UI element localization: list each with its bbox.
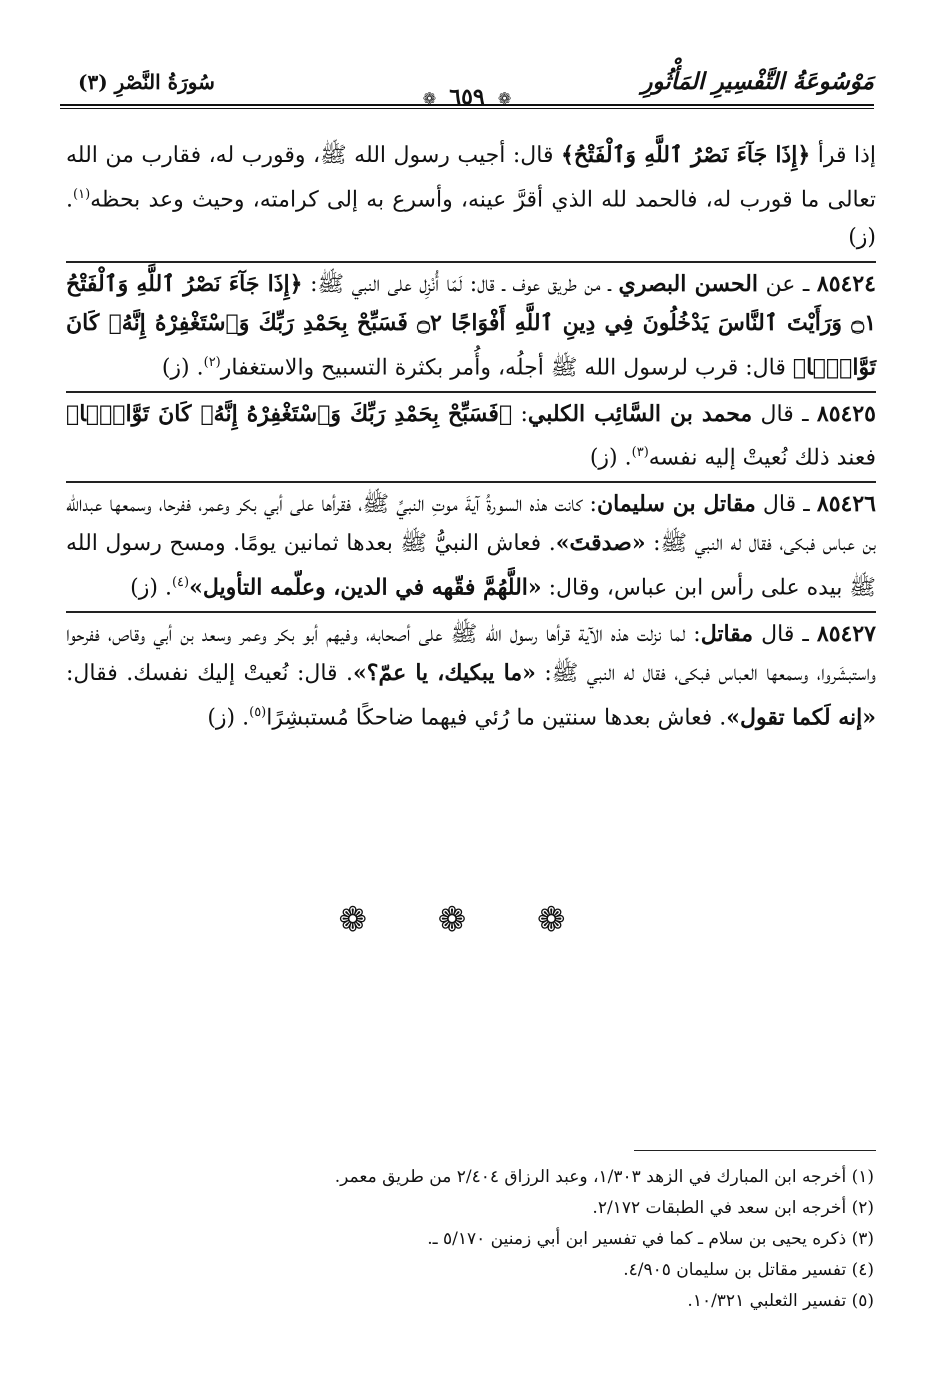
narrator-name: مقاتل: [700, 620, 754, 647]
footnote: (٥) تفسير الثعلبي ١٠/٣٢١.: [687, 1291, 874, 1311]
prophet-quote: «ما يبكيك، يا عمّ؟»: [353, 660, 536, 687]
entry-85427: ٨٥٤٢٧ ـ قال مقاتل: لما نزلت هذه الآية قرأها رسول الله ﷺ على أصحابه، وفيهم أبو بكر وعمر وسعد بن أبي وقاص، ففرحوا واستبشَروا، وسمعها العباس فبكى، فقال له النبي ﷺ: «ما يبكيك، يا عمّ؟». قال: نُعيتْ إليك نفسك. فقال: «إنه لَكما تقول». فعاش بعدها سنتين ما رُئي فيهما ضاحكًا مُستبشِرًا$^{(٥)}$. (ز): [66, 620, 876, 731]
entry-divider: [66, 261, 876, 263]
paragraph-continuation: إذا قرأ ﴿إِذَا جَآءَ نَصْرُ ٱللَّهِ وَٱلْفَتْحُ﴾ قال: أجيب رسول الله ﷺ، وقورب له، فقارب من الله تعالى ما قورب له، فالحمد لله الذي أقرَّ عينه، وأسرع به إلى كرامته، وحيث وعد بحظه$^{(١)}$. (ز): [66, 142, 876, 251]
header-rule: [60, 104, 874, 106]
narrator-name: الحسن البصري: [618, 270, 758, 297]
entry-number: ٨٥٤٢٦: [816, 490, 876, 517]
quran-verse: ﴿إِذَا جَآءَ نَصْرُ ٱللَّهِ وَٱلْفَتْحُ﴾: [560, 142, 811, 168]
entry-divider: [66, 481, 876, 483]
ornament-icon: ❁: [497, 89, 512, 108]
entry-divider: [66, 391, 876, 393]
prophet-quote: «صدقتَ»: [555, 530, 646, 557]
footnote-ref: (٥): [249, 704, 267, 720]
quran-verse: ﴿فَسَبِّحْ بِحَمْدِ رَبِّكَ وَٱسْتَغْفِرْهُ إِنَّهُۥ كَانَ تَوَّابًۢا﴾: [66, 400, 513, 427]
narrator-name: مقاتل بن سليمان: [596, 490, 756, 517]
footnote-ref: (٢): [203, 354, 221, 370]
quran-verse: ﴿إِذَا جَآءَ نَصْرُ ٱللَّهِ وَٱلْفَتْحُ ۝١ وَرَأَيْتَ ٱلنَّاسَ يَدْخُلُونَ فِي دِينِ ٱللَّهِ أَفْوَاجًا ۝٢ فَسَبِّحْ بِحَمْدِ رَبِّكَ وَٱسْتَغْفِرْهُ إِنَّهُۥ كَانَ تَوَّابًۢا﴾: [66, 270, 877, 381]
footnotes: [64, 1162, 874, 1317]
footnote-ref: (٤): [171, 574, 190, 590]
ornament-icon: ❁: [422, 89, 437, 108]
footnote-rule: [634, 1150, 876, 1151]
narrator-name: محمد بن السَّائِب الكلبي: [527, 400, 753, 427]
book-title: مَوْسُوعَةُ التَّفْسِيرِ المَأْثُورِ: [641, 68, 874, 95]
main-text: [66, 136, 876, 738]
footnote: (١) أخرجه ابن المبارك في الزهد ١/٣٠٣، وعبد الرزاق ٢/٤٠٤ من طريق معمر.: [334, 1167, 874, 1187]
section-separator-icon: ❁ ❁ ❁: [338, 900, 596, 940]
page-header: [60, 66, 874, 110]
entry-85424: ٨٥٤٢٤ ـ عن الحسن البصري ـ من طريق عوف ـ قال: لَمّا أُنْزِل على النبي ﷺ: ﴿إِذَا جَآءَ نَصْرُ ٱللَّهِ وَٱلْفَتْحُ ۝١ وَرَأَيْتَ ٱلنَّاسَ يَدْخُلُونَ فِي دِينِ ٱللَّهِ أَفْوَاجًا ۝٢ فَسَبِّحْ بِحَمْدِ رَبِّكَ وَٱسْتَغْفِرْهُ إِنَّهُۥ كَانَ تَوَّابًۢا﴾ قال: قرب لرسول الله ﷺ أجلُه، وأُمر بكثرة التسبيح والاستغفار$^{(٢)}$. (ز): [66, 270, 877, 381]
footnote-ref: (١): [73, 186, 91, 202]
page-number: ٦٥٩: [441, 84, 492, 110]
footnote-ref: (٣): [631, 445, 649, 461]
entry-85426: ٨٥٤٢٦ ـ قال مقاتل بن سليمان: كانت هذه السورةُ آيةَ موتِ النبيِّ ﷺ، فقرأها على أبي بكر وعمر، ففرحا، وسمعها عبدالله بن عباس فبكى، فقال له النبي ﷺ: «صدقتَ». فعاش النبيُّ ﷺ بعدها ثمانين يومًا. ومسح رسول الله ﷺ بيده على رأس ابن عباس، وقال: «اللَّهُمَّ فقّهه في الدين، وعلّمه التأويل»$^{(٤)}$. (ز): [66, 490, 876, 601]
entry-number: ٨٥٤٢٧: [816, 620, 876, 647]
surah-name: سُورَةُ النَّصْرِ (٣): [78, 70, 215, 94]
entry-number: ٨٥٤٢٤: [816, 270, 876, 297]
header-rule-thin: [60, 108, 874, 109]
footnote: (٤) تفسير مقاتل بن سليمان ٤/٩٠٥.: [623, 1260, 874, 1280]
footnote: (٢) أخرجه ابن سعد في الطبقات ٢/١٧٢.: [592, 1198, 874, 1218]
prophet-quote: «اللَّهُمَّ فقّهه في الدين، وعلّمه التأويل»: [189, 574, 542, 601]
entry-number: ٨٥٤٢٥: [816, 400, 876, 427]
entry-divider: [66, 611, 876, 613]
entry-85425: ٨٥٤٢٥ ـ قال محمد بن السَّائِب الكلبي: ﴿فَسَبِّحْ بِحَمْدِ رَبِّكَ وَٱسْتَغْفِرْهُ إِنَّهُۥ كَانَ تَوَّابًۢا﴾ فعند ذلك نُعيتْ إليه نفسه$^{(٣)}$. (ز): [66, 400, 876, 471]
prophet-quote: «إنه لَكما تقول»: [726, 704, 876, 731]
footnote: (٣) ذكره يحيى بن سلام ـ كما في تفسير ابن أبي زمنين ٥/١٧٠ ـ.: [427, 1229, 874, 1249]
